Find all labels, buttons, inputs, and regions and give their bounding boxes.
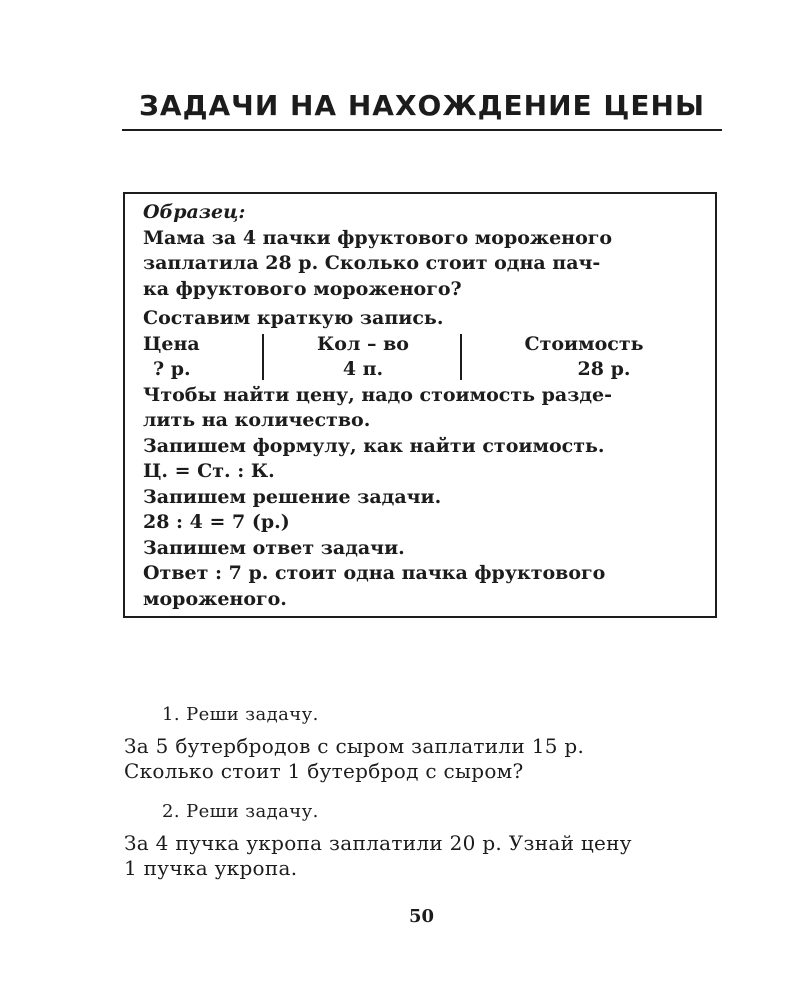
page-title: ЗАДАЧИ НА НАХОЖДЕНИЕ ЦЕНЫ [139, 89, 705, 122]
rule-line: лить на количество. [143, 409, 371, 431]
table-header-quantity: Кол – во [317, 332, 409, 355]
table-value-cost: 28 р. [577, 357, 631, 380]
table-value-price: ? р. [153, 357, 191, 380]
task-1-text [124, 734, 724, 784]
task-1-label: 1. Реши задачу. [162, 704, 319, 725]
sample-content [143, 200, 703, 612]
brief-record-table [143, 332, 703, 383]
problem-line: заплатила 28 р. Сколько стоит одна пач- [143, 252, 601, 274]
task-2-line: 1 пучка укропа. [124, 856, 298, 880]
formula: Ц. = Ст. : К. [143, 460, 275, 482]
task-1-line: Сколько стоит 1 бутерброд с сыром? [124, 759, 524, 783]
answer-intro: Запишем ответ задачи. [143, 536, 405, 559]
problem-line: Мама за 4 пачки фруктового мороженого [143, 226, 613, 249]
solution: 28 : 4 = 7 (р.) [143, 511, 290, 533]
answer-line: мороженого. [143, 587, 287, 610]
sample-box [123, 192, 717, 618]
sample-label: Образец: [143, 201, 246, 223]
table-header-cost: Стоимость [524, 332, 644, 355]
problem-line: ка фруктового мороженого? [143, 277, 462, 300]
answer-line: Ответ : 7 р. стоит одна пачка фруктового [143, 562, 606, 584]
title-underline [122, 129, 722, 131]
task-1-line: За 5 бутербродов с сыром заплатили 15 р. [124, 734, 585, 758]
page-number: 50 [408, 906, 435, 927]
task-2-text [124, 831, 724, 881]
formula-intro: Запишем формулу, как найти стоимость. [143, 434, 605, 457]
task-2-label: 2. Реши задачу. [162, 801, 319, 822]
table-header-price: Цена [143, 332, 200, 355]
table-divider [460, 334, 462, 380]
task-2-line: За 4 пучка укропа заплатили 20 р. Узнай цену [124, 831, 632, 855]
table-divider [262, 334, 264, 380]
solution-intro: Запишем решение задачи. [143, 485, 442, 508]
brief-intro: Составим краткую запись. [143, 307, 444, 329]
rule-line: Чтобы найти цену, надо стоимость разде- [143, 383, 613, 406]
table-value-quantity: 4 п. [342, 357, 384, 380]
